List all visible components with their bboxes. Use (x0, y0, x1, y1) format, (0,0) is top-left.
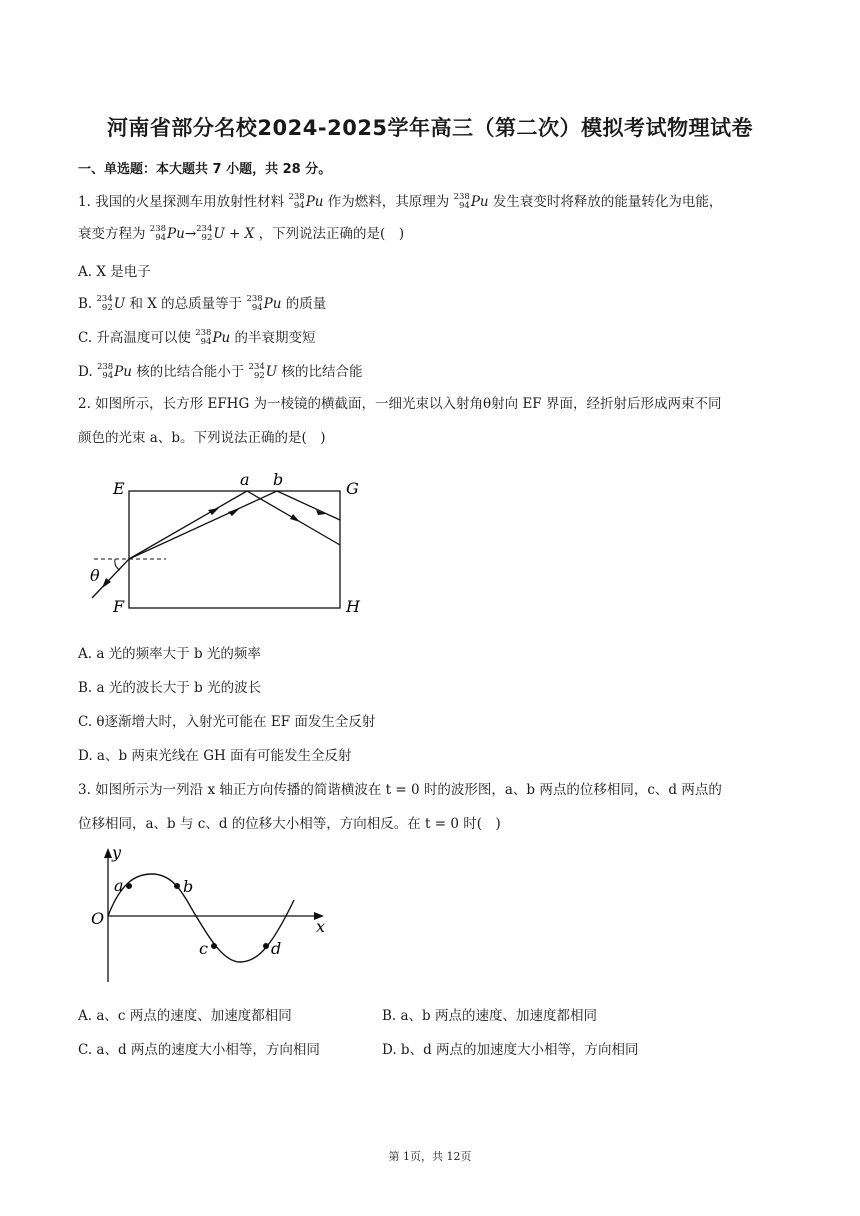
q1-text: 衰变方程为 (78, 226, 146, 242)
option-text: 的质量 (285, 296, 327, 312)
ray-a-in (129, 491, 247, 559)
pu-symbol: Pu (167, 226, 185, 242)
label-origin: O (91, 909, 105, 928)
q1-option-b[interactable] (78, 292, 326, 314)
pu-symbol: Pu (114, 364, 132, 380)
u-symbol: U (113, 296, 126, 312)
q1-option-a[interactable]: A. X 是电子 (78, 264, 151, 280)
pu-symbol: Pu (212, 330, 231, 346)
ray-a-out-arrow-icon (290, 514, 300, 522)
point-b (174, 883, 180, 889)
pu-isotope-sup: 238 94 (288, 191, 305, 211)
q3-option-c[interactable]: C. a、d 两点的速度大小相等，方向相同 (78, 1042, 320, 1058)
pu-isotope-sup: 238 94 (96, 361, 114, 381)
label-b: b (273, 470, 284, 489)
u-symbol: U (213, 226, 225, 242)
q3-option-a[interactable]: A. a、c 两点的速度、加速度都相同 (78, 1008, 292, 1024)
option-text: C. 升高温度可以使 (78, 330, 191, 346)
q3-option-b[interactable]: B. a、b 两点的速度、加速度都相同 (382, 1008, 597, 1024)
pu-symbol: Pu (263, 296, 282, 312)
option-label: B. (78, 296, 93, 312)
q1-text: 1. 我国的火星探测车用放射性材料 (78, 194, 285, 210)
prism-rectangle (129, 491, 340, 608)
q1-text: 作为燃料，其原理为 (327, 194, 450, 210)
prism-figure (80, 466, 380, 626)
option-text: 核的比结合能小于 (136, 364, 245, 380)
label-g: G (346, 479, 359, 498)
label-h: H (346, 597, 360, 616)
pu-isotope-sup: 238 94 (246, 293, 263, 313)
option-text: 和 X 的总质量等于 (129, 296, 243, 312)
q1-option-c[interactable] (78, 326, 316, 348)
option-text: 核的比结合能 (281, 364, 363, 380)
q2-option-b[interactable]: B. a 光的波长大于 b 光的波长 (78, 680, 262, 696)
pu-isotope-sup: 238 94 (195, 327, 212, 347)
pu-symbol: Pu (470, 194, 489, 210)
q2-line-2: 颜色的光束 a、b。下列说法正确的是( ) (78, 430, 326, 446)
q3-line-2: 位移相同，a、b 与 c、d 的位移大小相等，方向相反。在 t = 0 时( ) (78, 816, 501, 832)
option-label: D. (78, 364, 93, 380)
page-title: 河南省部分名校2024-2025学年高三（第二次）模拟考试物理试卷 (106, 116, 754, 140)
pu-symbol: Pu (305, 194, 324, 210)
q1-text: 发生衰变时将释放的能量转化为电能， (492, 194, 723, 210)
theta-arc (115, 559, 120, 570)
point-a (126, 883, 132, 889)
wave-figure (86, 842, 346, 990)
pu-isotope-sup: 238 94 (453, 191, 470, 211)
q2-option-a[interactable]: A. a 光的频率大于 b 光的频率 (78, 646, 261, 662)
label-a: a (114, 876, 124, 895)
q3-line-1: 3. 如图所示为一列沿 x 轴正方向传播的简谐横波在 t = 0 时的波形图，a、b 两点的位移相同，c、d 两点的 (78, 782, 722, 798)
option-text: 的半衰期变短 (234, 330, 316, 346)
section-heading: 一、单选题：本大题共 7 小题，共 28 分。 (78, 162, 332, 177)
ray-a-arrow-icon (208, 508, 219, 515)
q1-line-2 (78, 222, 404, 244)
ray-b-in (129, 491, 277, 559)
label-b: b (183, 877, 194, 896)
x-particle: + X (224, 226, 255, 242)
q2-line-1: 2. 如图所示，长方形 EFHG 为一棱镜的横截面，一细光束以入射角θ射向 EF 界面，经折射后形成两束不同 (78, 396, 722, 412)
u-symbol: U (265, 364, 278, 380)
q1-text: ，下列说法正确的是( ) (258, 226, 405, 242)
pu-isotope-sup: 238 94 (149, 223, 167, 243)
point-c (211, 943, 217, 949)
u-isotope-sup: 234 92 (196, 223, 213, 243)
q3-option-d[interactable]: D. b、d 两点的加速度大小相等，方向相同 (382, 1042, 639, 1058)
u-isotope-sup: 234 92 (248, 361, 265, 381)
label-y: y (112, 843, 122, 862)
label-c: c (199, 939, 208, 958)
y-axis-arrow-icon (104, 848, 112, 858)
page-footer: 第 1页，共 12页 (388, 1150, 472, 1163)
label-f: F (113, 597, 125, 616)
label-a: a (240, 470, 250, 489)
label-e: E (113, 479, 125, 498)
label-theta: θ (90, 566, 100, 585)
q2-option-c[interactable]: C. θ逐渐增大时，入射光可能在 EF 面发生全反射 (78, 714, 376, 730)
ray-b-arrow-icon (228, 508, 240, 516)
u-isotope-sup: 234 92 (96, 293, 113, 313)
q1-option-d[interactable] (78, 360, 362, 382)
label-d: d (271, 939, 282, 958)
q2-option-d[interactable]: D. a、b 两束光线在 GH 面有可能发生全反射 (78, 748, 352, 764)
label-x: x (316, 917, 326, 936)
ray-b-out (277, 491, 340, 520)
decay-arrow: → (184, 226, 197, 242)
q1-line-1 (78, 190, 722, 212)
point-d (263, 943, 269, 949)
